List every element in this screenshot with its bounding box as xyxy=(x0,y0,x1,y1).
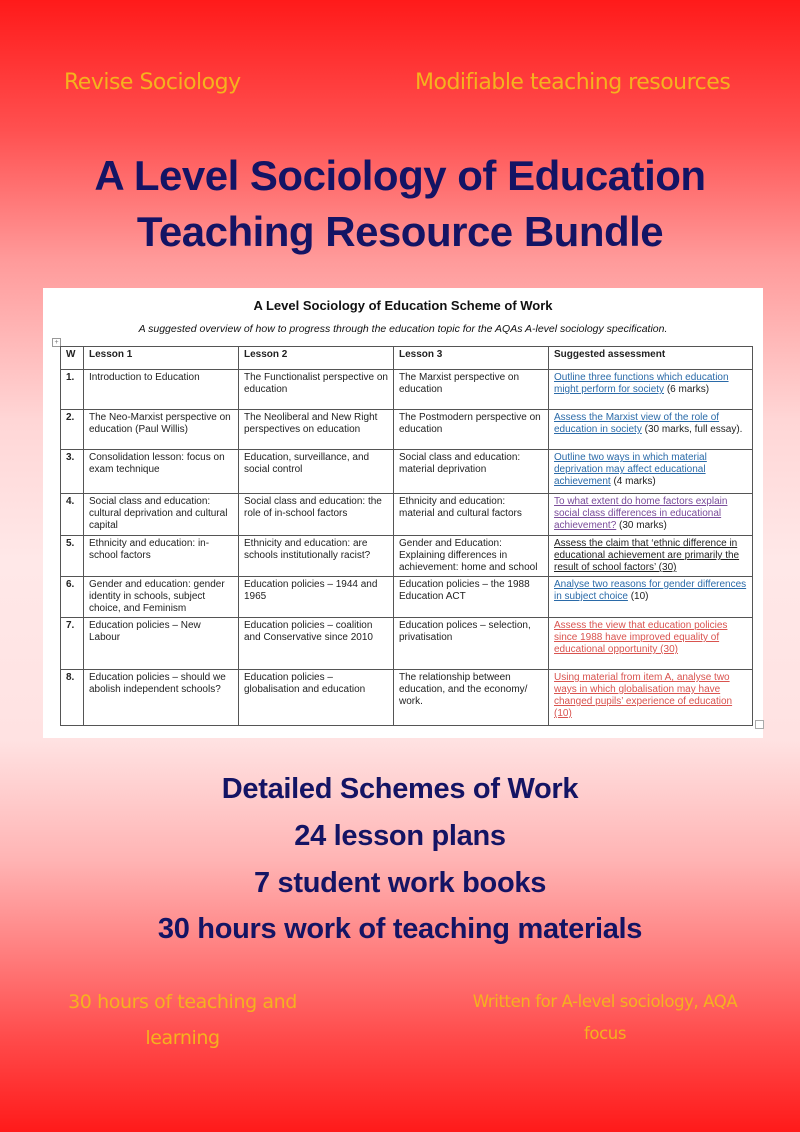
lesson-3-cell: The relationship between education, and the economy/ work. xyxy=(394,670,549,726)
week-number: 3. xyxy=(61,450,84,494)
table-row xyxy=(61,536,753,577)
assessment-cell xyxy=(549,494,753,536)
table-move-handle-icon: + xyxy=(52,338,61,347)
table-row xyxy=(61,577,753,618)
lesson-2-cell: The Functionalist perspective on education xyxy=(239,370,394,410)
week-number: 2. xyxy=(61,410,84,450)
lesson-3-cell: Gender and Education: Explaining differences in achievement: home and school xyxy=(394,536,549,577)
lesson-1-cell: Education policies – should we abolish independent schools? xyxy=(84,670,239,726)
column-header-lesson-3: Lesson 3 xyxy=(394,347,549,370)
table-resize-handle-icon xyxy=(755,720,764,729)
column-header-lesson-2: Lesson 2 xyxy=(239,347,394,370)
table-row xyxy=(61,410,753,450)
assessment-marks: (30 marks) xyxy=(616,520,667,531)
lesson-1-cell: Consolidation lesson: focus on exam technique xyxy=(84,450,239,494)
lesson-2-cell: Education, surveillance, and social control xyxy=(239,450,394,494)
footer-aqa-focus-note: Written for A-level sociology, AQA focus xyxy=(472,992,738,1043)
week-number: 8. xyxy=(61,670,84,726)
lesson-1-cell: Education policies – New Labour xyxy=(84,618,239,670)
assessment-cell xyxy=(549,410,753,450)
lesson-1-cell: The Neo-Marxist perspective on education (Paul Willis) xyxy=(84,410,239,450)
lesson-1-cell: Ethnicity and education: in-school factors xyxy=(84,536,239,577)
week-number: 4. xyxy=(61,494,84,536)
lesson-1-cell: Gender and education: gender identity in schools, subject choice, and Feminism xyxy=(84,577,239,618)
assessment-marks: (4 marks) xyxy=(610,476,656,487)
assessment-link[interactable]: Outline two ways in which material deprivation may affect educational achievement xyxy=(554,452,707,487)
week-number: 5. xyxy=(61,536,84,577)
column-header-suggested-assessment: Suggested assessment xyxy=(549,347,753,370)
lesson-3-cell: Education policies – the 1988 Education ACT xyxy=(394,577,549,618)
assessment-cell xyxy=(549,370,753,410)
week-number: 1. xyxy=(61,370,84,410)
lesson-2-cell: Education policies – 1944 and 1965 xyxy=(239,577,394,618)
assessment-link[interactable]: Assess the view that education policies since 1988 have improved equality of educational opportunity (30) xyxy=(554,620,728,655)
table-row xyxy=(61,494,753,536)
assessment-link[interactable]: Outline three functions which education might perform for society xyxy=(554,372,729,395)
assessment-cell xyxy=(549,670,753,726)
assessment-cell xyxy=(549,618,753,670)
lesson-2-cell: Social class and education: the role of in-school factors xyxy=(239,494,394,536)
document-title: A Level Sociology of Education Scheme of Work xyxy=(253,298,553,313)
assessment-cell xyxy=(549,450,753,494)
feature-student-workbooks: 7 student work books xyxy=(253,867,547,899)
footer-teaching-hours-note: 30 hours of teaching and learning xyxy=(68,991,297,1049)
table-row xyxy=(61,618,753,670)
column-header-lesson-1: Lesson 1 xyxy=(84,347,239,370)
feature-lesson-plans: 24 lesson plans xyxy=(294,820,506,852)
table-row xyxy=(61,670,753,726)
lesson-3-cell: The Marxist perspective on education xyxy=(394,370,549,410)
assessment-link[interactable]: Analyse two reasons for gender differences in subject choice xyxy=(554,579,747,602)
lesson-3-cell: Education polices – selection, privatisation xyxy=(394,618,549,670)
table-row xyxy=(61,370,753,410)
column-header-week: W xyxy=(61,347,84,370)
lesson-2-cell: The Neoliberal and New Right perspectives on education xyxy=(239,410,394,450)
lesson-1-cell: Social class and education: cultural deprivation and cultural capital xyxy=(84,494,239,536)
lesson-3-cell: Social class and education: material deprivation xyxy=(394,450,549,494)
week-number: 6. xyxy=(61,577,84,618)
feature-schemes-of-work: Detailed Schemes of Work xyxy=(221,773,579,805)
assessment-link[interactable]: Assess the Marxist view of the role of education in society xyxy=(554,412,720,435)
assessment-cell xyxy=(549,577,753,618)
document-subtitle: A suggested overview of how to progress through the education topic for the AQAs A-level sociology specification. xyxy=(138,323,668,335)
lesson-2-cell: Education policies – coalition and Conservative since 2010 xyxy=(239,618,394,670)
page-title-line-2: Teaching Resource Bundle xyxy=(136,208,664,255)
week-number: 7. xyxy=(61,618,84,670)
scheme-of-work-table xyxy=(60,346,753,726)
scheme-of-work-preview xyxy=(43,288,763,738)
table-row xyxy=(61,450,753,494)
table-header-row xyxy=(61,347,753,370)
assessment-link[interactable]: Assess the claim that ‘ethnic difference in educational achievement are primarily the result of school factors’ (30) xyxy=(554,538,740,573)
assessment-link[interactable]: To what extent do home factors explain social class differences in educational achievement? xyxy=(554,496,728,531)
feature-teaching-hours: 30 hours work of teaching materials xyxy=(157,913,643,945)
tagline-revise-sociology: Revise Sociology xyxy=(64,70,241,95)
lesson-2-cell: Education policies – globalisation and education xyxy=(239,670,394,726)
page-title-line-1: A Level Sociology of Education xyxy=(94,152,706,199)
lesson-2-cell: Ethnicity and education: are schools institutionally racist? xyxy=(239,536,394,577)
lesson-3-cell: Ethnicity and education: material and cultural factors xyxy=(394,494,549,536)
assessment-marks: (10) xyxy=(627,591,649,602)
assessment-marks: (6 marks) xyxy=(664,384,710,395)
assessment-cell xyxy=(549,536,753,577)
lesson-1-cell: Introduction to Education xyxy=(84,370,239,410)
lesson-3-cell: The Postmodern perspective on education xyxy=(394,410,549,450)
assessment-link[interactable]: Using material from item A, analyse two ways in which globalisation may have changed pupils’ experience of education (10) xyxy=(554,672,733,719)
tagline-modifiable-resources: Modifiable teaching resources xyxy=(415,70,731,95)
assessment-marks: (30 marks, full essay). xyxy=(641,424,743,435)
